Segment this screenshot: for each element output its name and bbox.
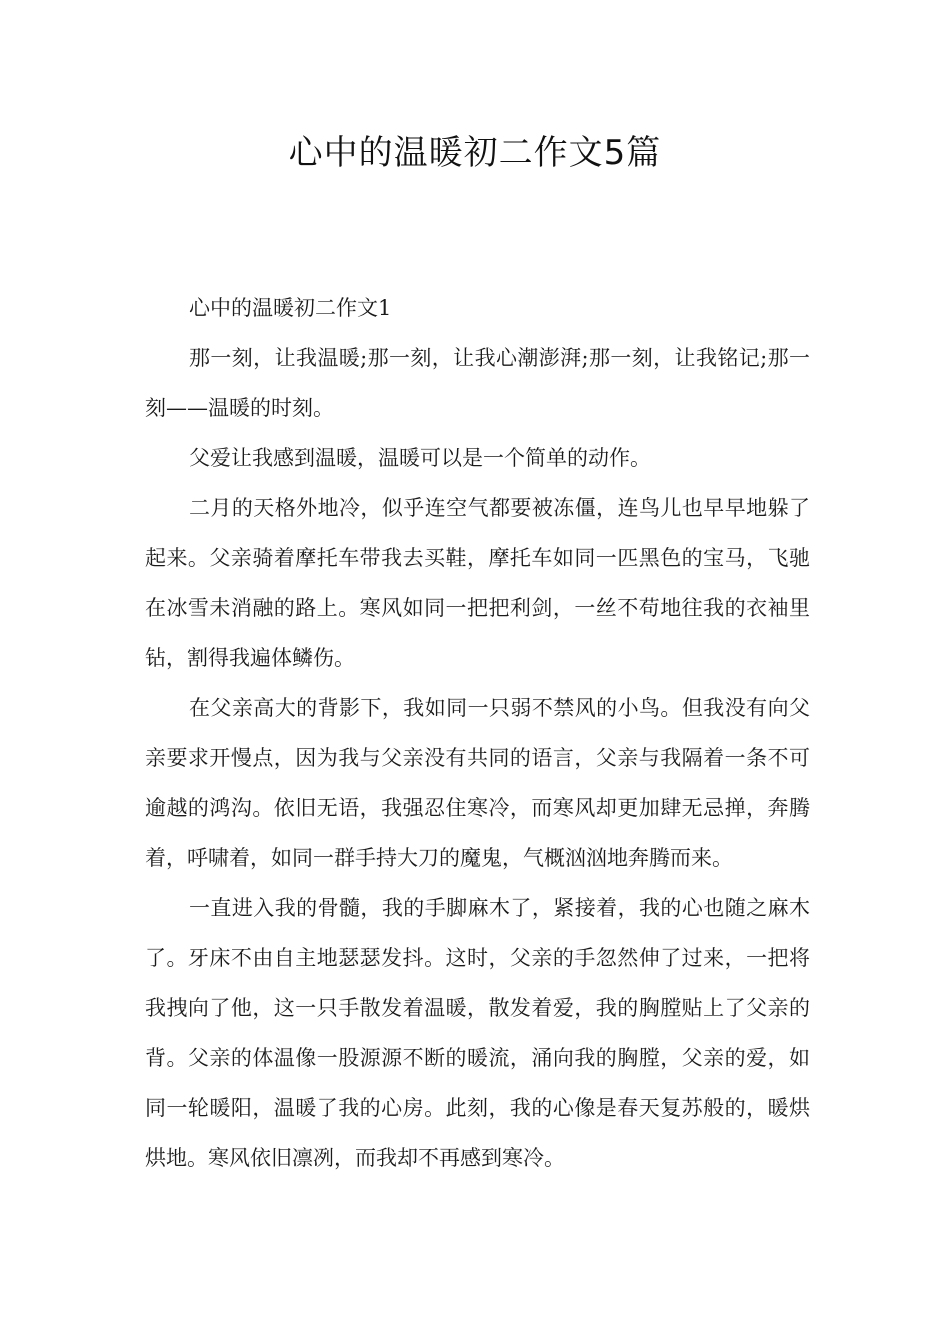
paragraph: 二月的天格外地冷，似乎连空气都要被冻僵，连鸟儿也早早地躲了起来。父亲骑着摩托车带我去买鞋，摩托车如同一匹黑色的宝马，飞驰在冰雪未消融的路上。寒风如同一把把利剑，一丝不苟地往我的衣袖里钻，割得我遍体鳞伤。: [145, 496, 810, 670]
section-heading: 心中的温暖初二作文1: [189, 296, 392, 320]
paragraph: 那一刻，让我温暖;那一刻，让我心潮澎湃;那一刻，让我铭记;那一刻——温暖的时刻。: [145, 346, 810, 420]
paragraph: 一直进入我的骨髓，我的手脚麻木了，紧接着，我的心也随之麻木了。牙床不由自主地瑟瑟发抖。这时，父亲的手忽然伸了过来，一把将我拽向了他，这一只手散发着温暖，散发着爱，我的胸膛贴上了父亲的背。父亲的体温像一股源源不断的暖流，涌向我的胸膛，父亲的爱，如同一轮暖阳，温暖了我的心房。此刻，我的心像是春天复苏般的，暖烘烘地。寒风依旧凛冽，而我却不再感到寒冷。: [145, 896, 810, 1170]
paragraph: 在父亲高大的背影下，我如同一只弱不禁风的小鸟。但我没有向父亲要求开慢点，因为我与父亲没有共同的语言，父亲与我隔着一条不可逾越的鸿沟。依旧无语，我强忍住寒冷，而寒风却更加肆无忌掸，奔腾着，呼啸着，如同一群手持大刀的魔鬼，气概汹汹地奔腾而来。: [145, 696, 810, 870]
document-title: 心中的温暖初二作文5篇: [288, 133, 662, 173]
paragraph: 父爱让我感到温暖，温暖可以是一个简单的动作。: [189, 446, 651, 470]
document-body: [145, 283, 810, 1183]
